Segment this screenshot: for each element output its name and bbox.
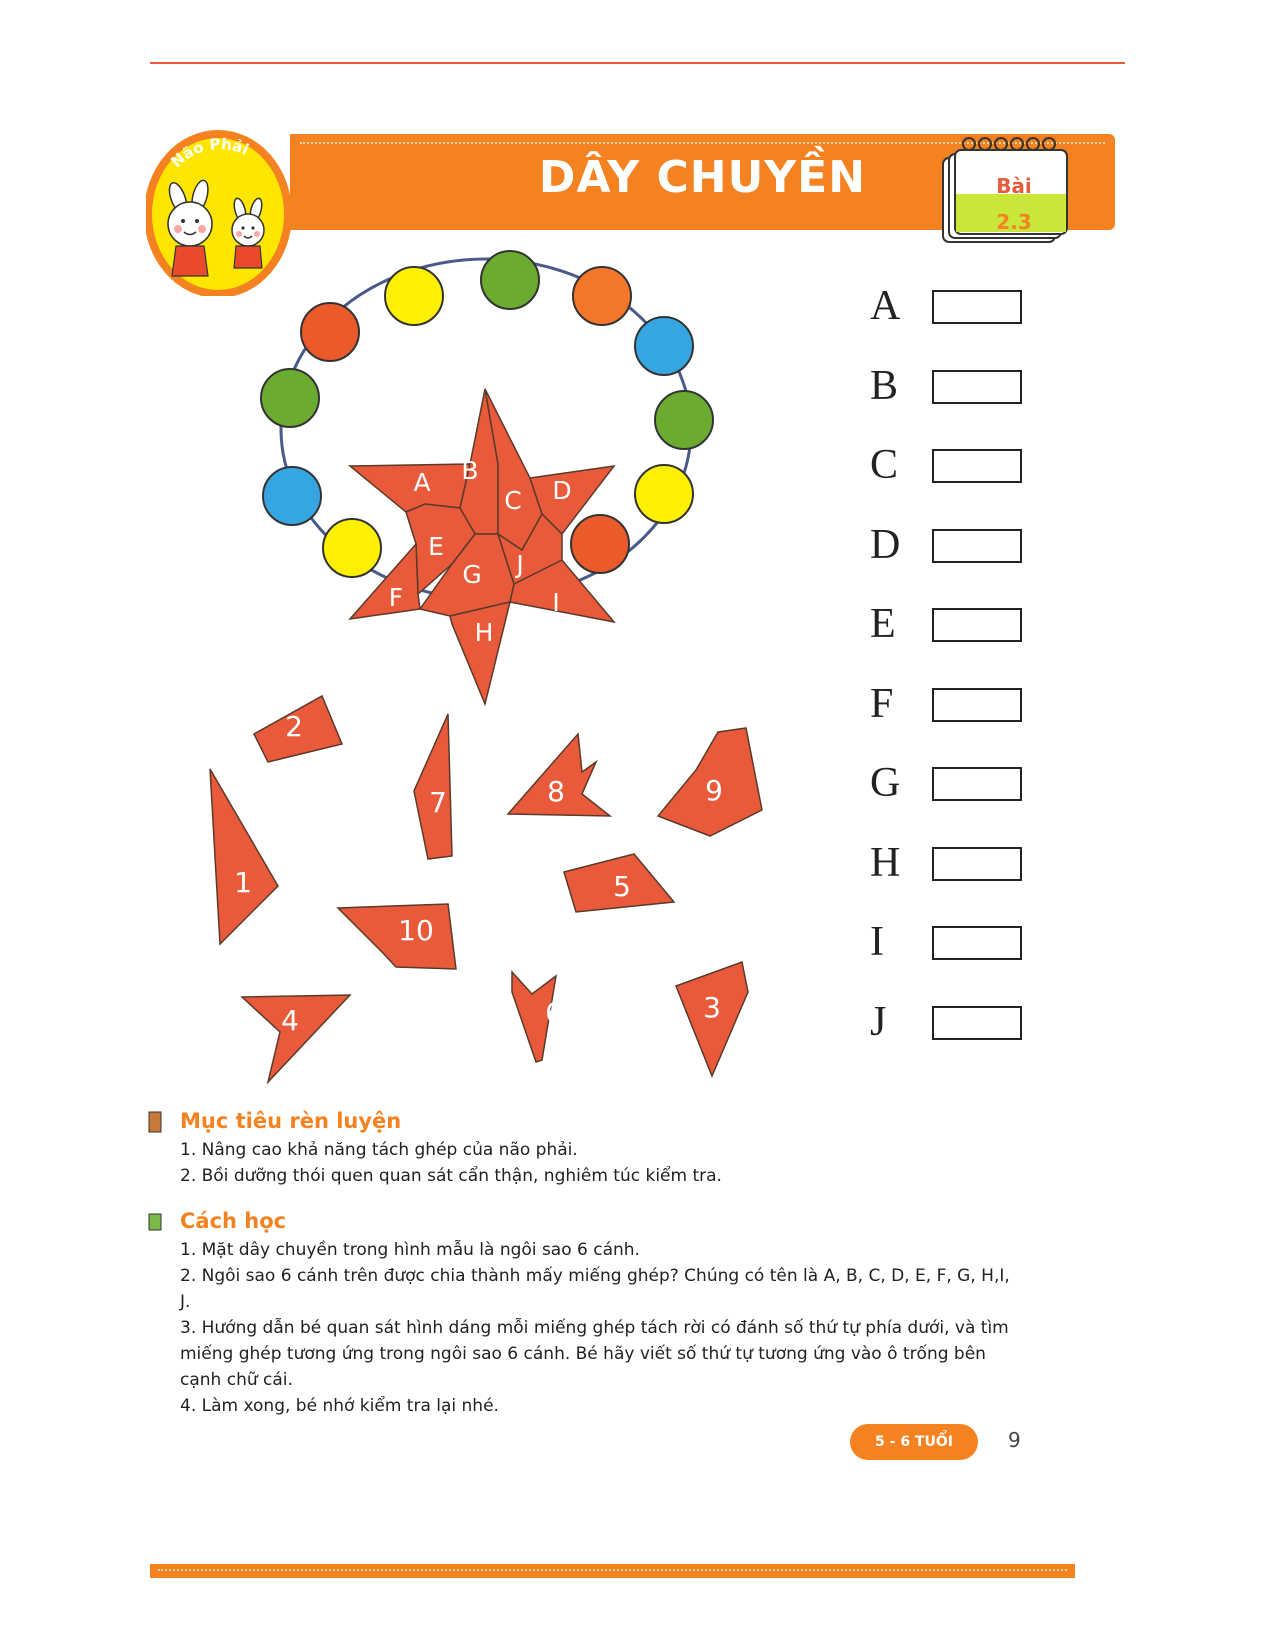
star-piece-A <box>350 464 470 512</box>
answer-letter: H <box>870 839 901 886</box>
loose-label-1: 1 <box>234 866 252 899</box>
answer-row <box>870 362 1110 409</box>
answer-box[interactable] <box>932 449 1022 483</box>
loose-label-5: 5 <box>613 870 631 903</box>
answer-letter: J <box>870 998 887 1045</box>
answer-letter: B <box>870 362 899 409</box>
star-label-E: E <box>428 532 444 561</box>
star-label-H: H <box>474 618 494 647</box>
instructions <box>180 1109 1010 1419</box>
necklace-bead <box>635 465 693 523</box>
method-item-1: 1. Mặt dây chuyền trong hình mẫu là ngôi sao 6 cánh. <box>180 1240 640 1260</box>
book-icon <box>148 1211 162 1233</box>
answer-row <box>870 601 1110 647</box>
necklace-bead <box>261 369 319 427</box>
answer-letter: I <box>870 919 884 965</box>
answer-row <box>870 521 1110 568</box>
answer-row <box>870 839 1110 886</box>
loose-label-9: 9 <box>705 774 723 807</box>
answer-row <box>870 442 1110 488</box>
worksheet-page <box>150 62 1125 1582</box>
answer-letter: C <box>870 442 899 488</box>
star-label-G: G <box>462 560 482 589</box>
method-item-4: 4. Làm xong, bé nhớ kiểm tra lại nhé. <box>180 1396 499 1416</box>
answer-row <box>870 680 1110 727</box>
star-label-B: B <box>461 456 479 485</box>
loose-piece-1 <box>210 769 278 944</box>
age-badge: 5 - 6 TUỔI <box>850 1424 978 1460</box>
necklace-bead <box>481 251 539 309</box>
page-title: DÂY CHUYỀN <box>538 152 867 203</box>
bookmark-icon <box>148 1111 162 1133</box>
loose-label-3: 3 <box>703 991 721 1024</box>
loose-piece-10 <box>338 904 456 969</box>
star-label-I: I <box>552 588 560 617</box>
answer-letter: G <box>870 760 901 806</box>
answer-box[interactable] <box>932 847 1022 881</box>
goals-title: Mục tiêu rèn luyện <box>180 1109 1010 1133</box>
lesson-number: 2.3 <box>996 210 1032 234</box>
answer-box[interactable] <box>932 767 1022 801</box>
star-label-A: A <box>413 468 431 497</box>
necklace-bead <box>385 267 443 325</box>
lesson-label: Bài <box>996 174 1032 198</box>
method-title: Cách học <box>180 1209 1010 1233</box>
loose-label-8: 8 <box>547 775 565 808</box>
answer-box[interactable] <box>932 529 1022 563</box>
goal-item-1: 1. Nâng cao khả năng tách ghép của não phải. <box>180 1140 578 1160</box>
answer-box[interactable] <box>932 608 1022 642</box>
answer-box[interactable] <box>932 370 1022 404</box>
star-label-F: F <box>388 583 404 612</box>
necklace-bead <box>571 515 629 573</box>
loose-label-4: 4 <box>281 1004 299 1037</box>
necklace-bead <box>655 391 713 449</box>
necklace-bead <box>573 267 631 325</box>
answer-letter: F <box>870 680 894 727</box>
answer-letter: E <box>870 601 896 647</box>
necklace-bead <box>263 467 321 525</box>
necklace-bead <box>301 303 359 361</box>
necklace-bead <box>635 317 693 375</box>
answer-box[interactable] <box>932 926 1022 960</box>
star-label-C: C <box>504 486 522 515</box>
answer-row <box>870 283 1110 329</box>
answer-box[interactable] <box>932 1006 1022 1040</box>
method-item-3: 3. Hướng dẫn bé quan sát hình dáng mỗi miếng ghép tách rời có đánh số thứ tự phía dưới, và tìm miếng ghép tương ứng trong ngôi sao 6 cánh. Bé hãy viết số thứ tự tương ứng vào ô trống bên cạnh chữ cái. <box>180 1318 1009 1390</box>
goal-item-2: 2. Bồi dưỡng thói quen quan sát cẩn thận, nghiêm túc kiểm tra. <box>180 1166 722 1186</box>
footer-bar <box>150 1564 1075 1578</box>
loose-label-10: 10 <box>398 914 434 947</box>
loose-label-7: 7 <box>429 786 447 819</box>
loose-label-6: 6 <box>545 996 563 1029</box>
star-label-J: J <box>516 550 524 579</box>
page-number: 9 <box>1008 1428 1021 1452</box>
answer-box[interactable] <box>932 688 1022 722</box>
method-item-2: 2. Ngôi sao 6 cánh trên được chia thành mấy miếng ghép? Chúng có tên là A, B, C, D, E, F, G, H,I, J. <box>180 1266 1010 1312</box>
answer-letter: D <box>870 521 901 568</box>
star-label-D: D <box>552 476 572 505</box>
answer-letter: A <box>870 283 901 329</box>
necklace-bead <box>323 519 381 577</box>
logo-text: Não Phải <box>167 134 252 171</box>
answer-row <box>870 919 1110 965</box>
loose-label-2: 2 <box>285 710 303 743</box>
answer-row <box>870 998 1110 1045</box>
answer-box[interactable] <box>932 290 1022 324</box>
answer-row <box>870 760 1110 806</box>
